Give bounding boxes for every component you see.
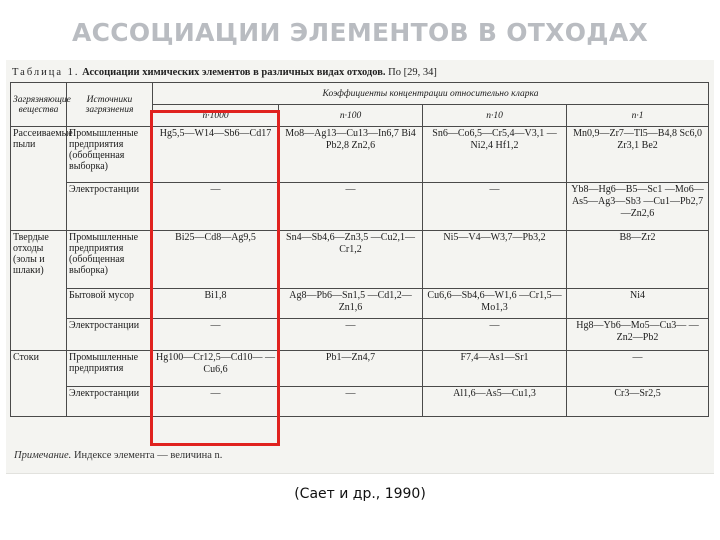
value-cell: Bi25—Cd8—Ag9,5 <box>153 231 279 289</box>
header-pollutants: Загрязняющие вещества <box>11 83 67 127</box>
table-row <box>11 289 709 319</box>
value-cell: Bi1,8 <box>153 289 279 319</box>
value-cell: Yb8—Hg6—B5—Sc1 —Mo6—As5—Ag3—Sb3 —Cu1—Pb2,7—Zn2,6 <box>567 183 709 231</box>
value-cell: Sn4—Sb4,6—Zn3,5 —Cu2,1—Cr1,2 <box>279 231 423 289</box>
value-cell: — <box>423 183 567 231</box>
header-coefficients: Коэффициенты концентрации относительно кларка <box>153 83 709 105</box>
value-cell: — <box>423 319 567 351</box>
caption-ref: По [29, 34] <box>388 67 437 78</box>
value-cell: — <box>279 387 423 417</box>
header-n10: n·10 <box>423 105 567 127</box>
value-cell: Ni5—V4—W3,7—Pb3,2 <box>423 231 567 289</box>
note-text: Индексе элемента — величина n. <box>73 450 223 461</box>
value-cell: B8—Zr2 <box>567 231 709 289</box>
highlight-frame <box>150 110 280 446</box>
value-cell: Hg100—Cr12,5—Cd10— —Cu6,6 <box>153 351 279 387</box>
value-cell: Hg5,5—W14—Sb6—Cd17 <box>153 127 279 183</box>
table-row <box>11 351 709 387</box>
value-cell: — <box>153 183 279 231</box>
value-cell: — <box>153 387 279 417</box>
source-cell: Электростанции <box>67 387 153 417</box>
value-cell: Ni4 <box>567 289 709 319</box>
value-cell: Pb1—Zn4,7 <box>279 351 423 387</box>
value-cell: — <box>279 183 423 231</box>
value-cell: Al1,6—As5—Cu1,3 <box>423 387 567 417</box>
value-cell: Mo8—Ag13—Cu13—In6,7 Bi4 Pb2,8 Zn2,6 <box>279 127 423 183</box>
value-cell: Sn6—Co6,5—Cr5,4—V3,1 —Ni2,4 Hf1,2 <box>423 127 567 183</box>
caption-lead: Таблица 1. <box>12 67 80 78</box>
value-cell: — <box>567 351 709 387</box>
note-label: Примечание. <box>14 450 72 461</box>
element-association-table <box>10 82 709 417</box>
table-row <box>11 231 709 289</box>
table-row <box>11 183 709 231</box>
header-sources: Источники загрязнения <box>67 83 153 127</box>
source-cell: Промышленные предприятия (обобщенная выборка) <box>67 231 153 289</box>
source-citation: (Сает и др., 1990) <box>294 486 426 502</box>
value-cell: Cu6,6—Sb4,6—W1,6 —Cr1,5—Mo1,3 <box>423 289 567 319</box>
source-cell: Электростанции <box>67 183 153 231</box>
source-cell: Промышленные предприятия (обобщенная выборка) <box>67 127 153 183</box>
header-n1: n·1 <box>567 105 709 127</box>
header-n100: n·100 <box>279 105 423 127</box>
value-cell: — <box>153 319 279 351</box>
table-row <box>11 127 709 183</box>
value-cell: Cr3—Sr2,5 <box>567 387 709 417</box>
table-row <box>11 319 709 351</box>
group-dust: Рассеиваемые пыли <box>11 127 67 231</box>
source-cell: Промышленные предприятия <box>67 351 153 387</box>
caption-title: Ассоциации химических элементов в различных видах отходов. <box>82 67 386 78</box>
value-cell: F7,4—As1—Sr1 <box>423 351 567 387</box>
table-caption <box>12 67 437 78</box>
value-cell: Ag8—Pb6—Sn1,5 —Cd1,2—Zn1,6 <box>279 289 423 319</box>
table-note <box>14 450 222 461</box>
value-cell: — <box>279 319 423 351</box>
value-cell: Hg8—Yb6—Mo5—Cu3— —Zn2—Pb2 <box>567 319 709 351</box>
group-effluents: Стоки <box>11 351 67 417</box>
source-cell: Бытовой мусор <box>67 289 153 319</box>
header-n1000: n·1000 <box>153 105 279 127</box>
source-cell: Электростанции <box>67 319 153 351</box>
table-row <box>11 387 709 417</box>
slide-title: АССОЦИАЦИИ ЭЛЕМЕНТОВ В ОТХОДАХ <box>71 18 649 47</box>
group-solid-waste: Твердые отходы (золы и шлаки) <box>11 231 67 351</box>
value-cell: Mn0,9—Zr7—Tl5—B4,8 Sc6,0 Zr3,1 Be2 <box>567 127 709 183</box>
